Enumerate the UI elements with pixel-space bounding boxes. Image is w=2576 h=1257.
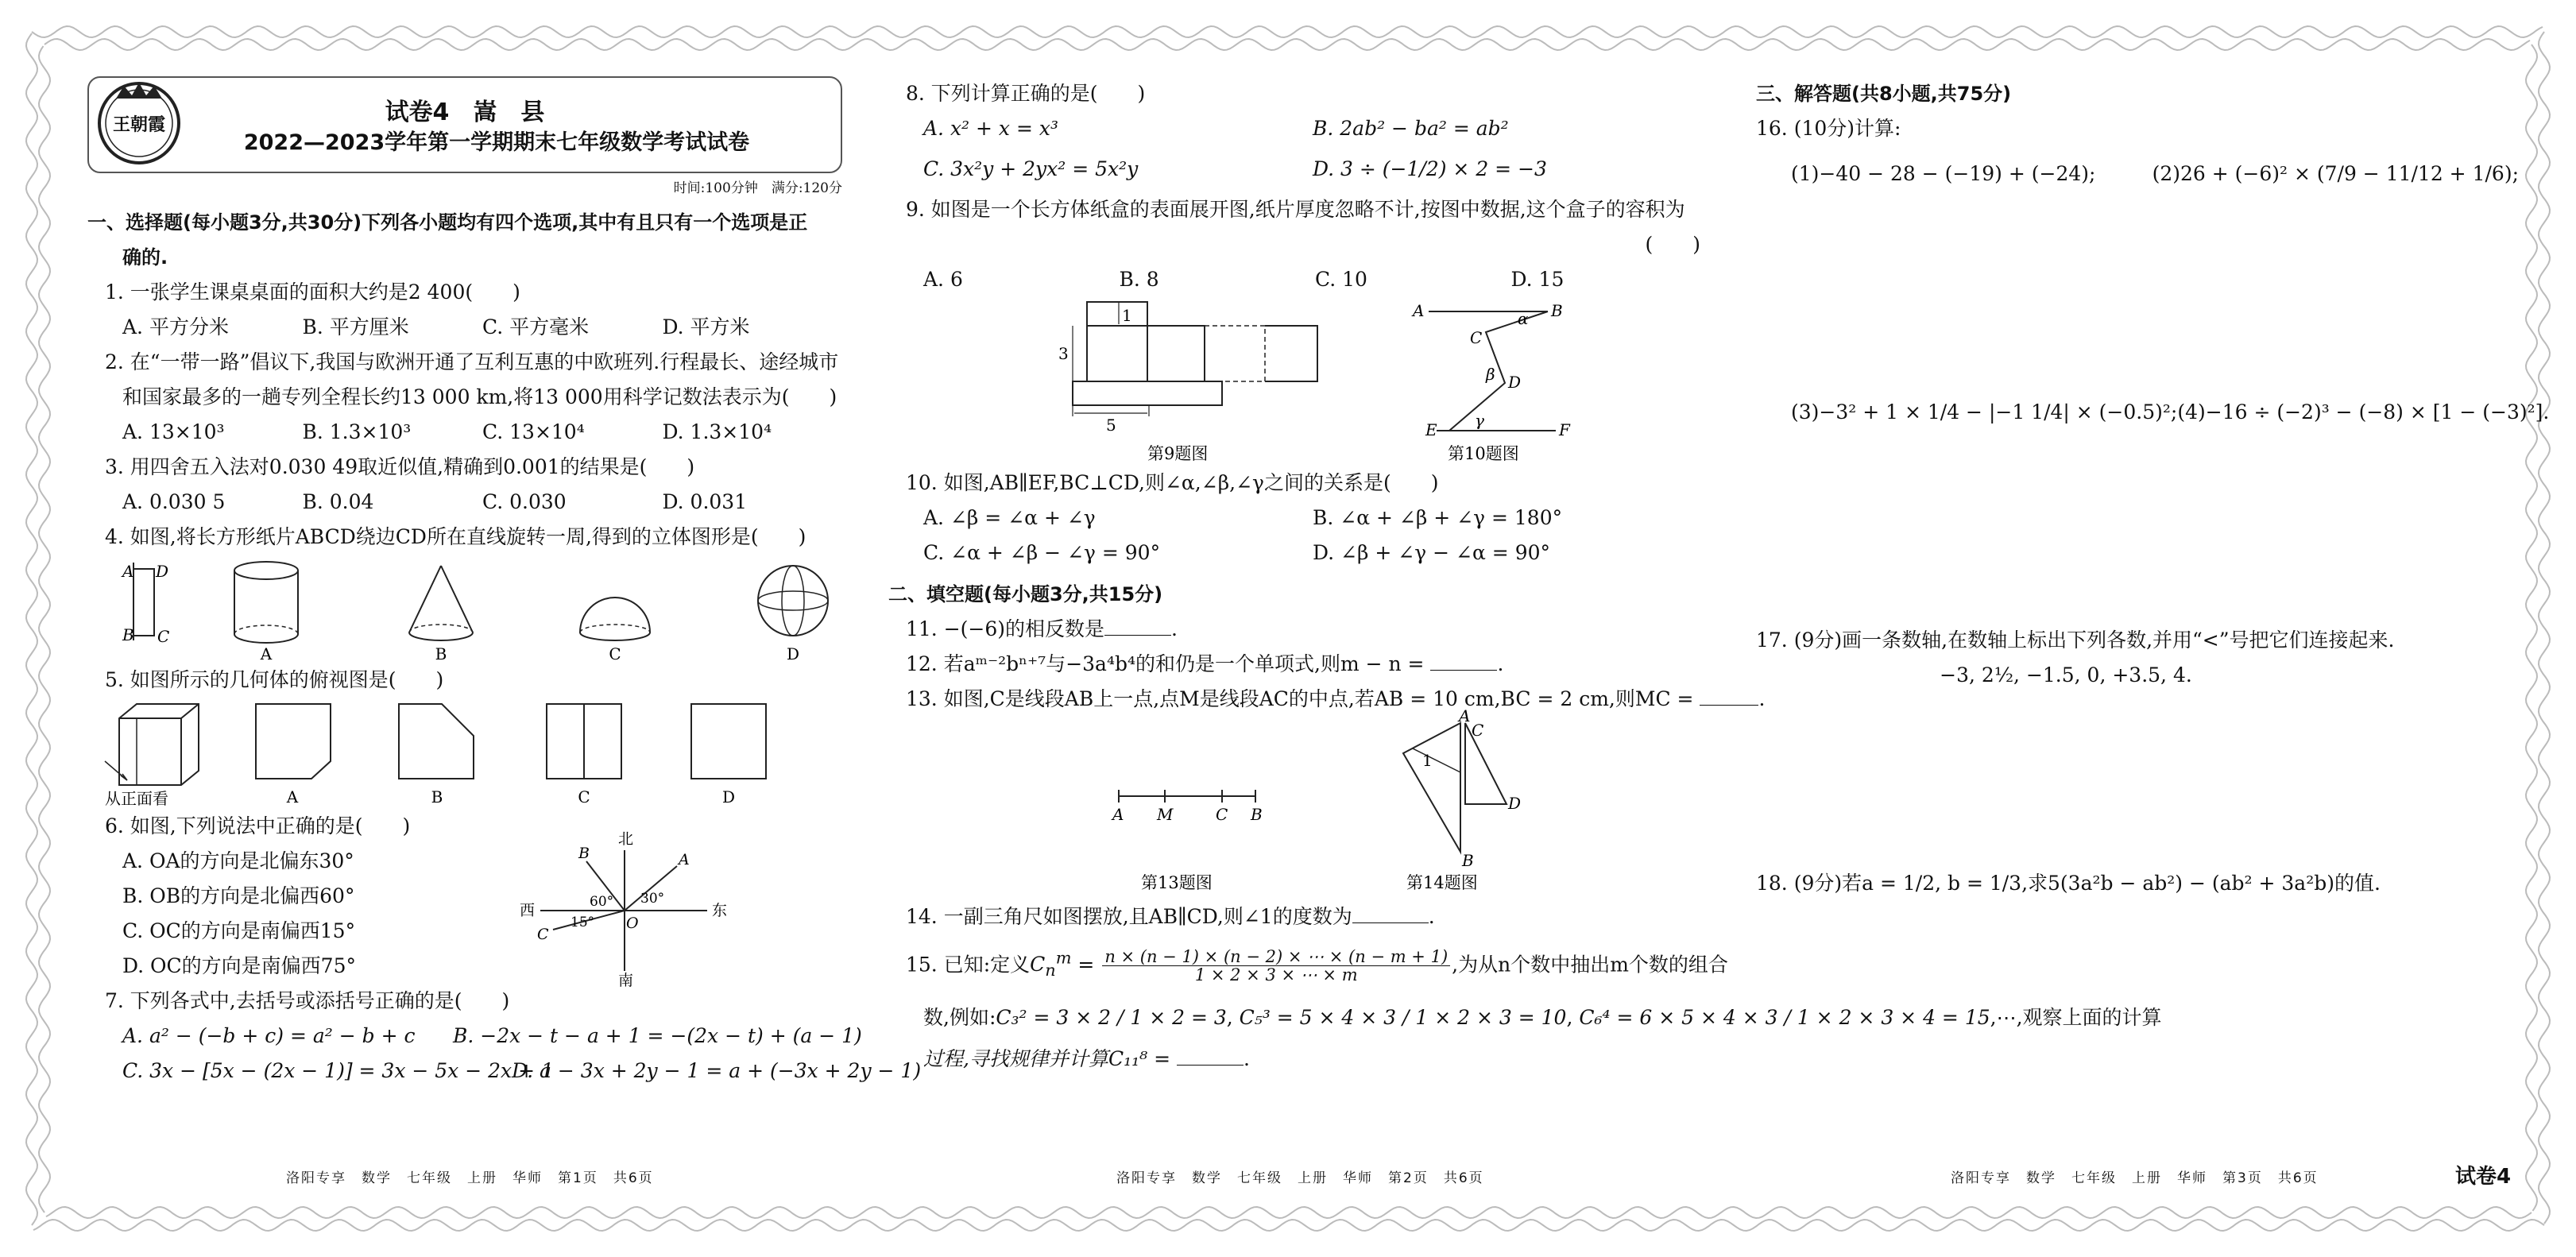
q15-end: 过程,寻找规律并计算C₁₁⁸ = <box>923 1047 1171 1071</box>
q15-def-tail: ,为从n个数中抽出m个数的组合 <box>1452 953 1728 977</box>
q10-option-c[interactable]: C. ∠α + ∠β − ∠γ = 90° <box>923 541 1161 564</box>
q11-line: 11. −(−6)的相反数是 . <box>906 617 1178 640</box>
q10-point-e: E <box>1425 420 1437 439</box>
exam-subtitle: 2022—2023学年第一学期期末七年级数学考试试卷 <box>243 130 750 155</box>
q18-stem: 18. (9分)若a = 1/2, b = 1/3,求5(3a²b − ab²) − (ab² + 3a²b)的值. <box>1756 872 2381 895</box>
q14-stem: 14. 一副三角尺如图摆放,且AB∥CD,则∠1的度数为 <box>906 905 1352 928</box>
q10-stem: 10. 如图,AB∥EF,BC⊥CD,则∠α,∠β,∠γ之间的关系是( ) <box>906 471 1439 494</box>
q14-caption: 第14题图 <box>1406 873 1478 892</box>
q6-east-label: 东 <box>712 902 728 919</box>
q9-option-a[interactable]: A. 6 <box>923 268 963 291</box>
q1-option-b[interactable]: B. 平方厘米 <box>302 315 409 338</box>
q15-def-numerator: n × (n − 1) × (n − 2) × ⋯ × (n − m + 1) <box>1102 948 1450 966</box>
q10-point-a: A <box>1413 301 1425 320</box>
q6-point-b: B <box>578 845 590 862</box>
svg-text:王朝霞: 王朝霞 <box>112 114 166 135</box>
q6-angle-15: 15° <box>571 915 595 930</box>
q16-work-area-1[interactable] <box>1756 202 2519 385</box>
q10-point-b: B <box>1551 301 1563 320</box>
footer-page-2: 洛阳专享 数学 七年级 上册 华师 第2页 共6页 <box>1116 1170 1484 1186</box>
section-1-title: 一、选择题(每小题3分,共30分)下列各小题均有四个选项,其中有且只有一个选项是正 <box>87 211 808 234</box>
q16-stem: 16. (10分)计算: <box>1756 117 1901 140</box>
q14-angle-1: 1 <box>1422 751 1433 770</box>
q13-point-b: B <box>1251 805 1263 824</box>
q4-figure <box>87 555 834 663</box>
q9-dim-3: 3 <box>1058 344 1069 363</box>
q4-label-d: D <box>786 644 800 663</box>
q3-option-c[interactable]: C. 0.030 <box>482 490 567 513</box>
q15-line-3: 过程,寻找规律并计算C₁₁⁸ = . <box>923 1047 1250 1071</box>
q13-stem: 13. 如图,C是线段AB上一点,点M是线段AC的中点,若AB = 10 cm,BC = 2 cm,则MC = <box>906 687 1694 710</box>
q5-label-c: C <box>578 787 590 806</box>
q2-option-a[interactable]: A. 13×10³ <box>122 420 225 443</box>
q1-stem: 1. 一张学生课桌桌面的面积大约是2 400( ) <box>105 280 520 304</box>
q11-stem: 11. −(−6)的相反数是 <box>906 617 1105 640</box>
q4-point-d: D <box>156 562 169 581</box>
q8-option-d[interactable]: D. 3 ÷ (−1/2) × 2 = −3 <box>1313 157 1547 180</box>
q4-label-a: A <box>260 644 273 663</box>
q14-line: 14. 一副三角尺如图摆放,且AB∥CD,则∠1的度数为 . <box>906 905 1435 928</box>
q15-example-2: C₅³ = 5 × 4 × 3 / 1 × 2 × 3 = 10 <box>1239 1006 1567 1030</box>
q15-def-fraction <box>1102 948 1450 984</box>
q9-answer-paren: ( ) <box>1645 233 1700 256</box>
q9-net-figure <box>1058 302 1317 463</box>
q2-stem-cont: 和国家最多的一趟专列全程长约13 000 km,将13 000用科学记数法表示为( ) <box>122 385 837 408</box>
q15-answer-blank[interactable] <box>1177 1047 1244 1066</box>
footer-page-1: 洛阳专享 数学 七年级 上册 华师 第1页 共6页 <box>286 1170 654 1186</box>
q5-option-b[interactable] <box>399 704 474 806</box>
q17-numbers: −3, 2½, −1.5, 0, +3.5, 4. <box>1940 663 2192 687</box>
q1-options <box>122 310 842 345</box>
q13-point-m: M <box>1157 805 1174 824</box>
q2-option-b[interactable]: B. 1.3×10³ <box>302 420 412 443</box>
q16-parts-row-1 <box>1791 146 2519 202</box>
q5-figure <box>87 698 834 809</box>
q9-option-b[interactable]: B. 8 <box>1119 268 1159 291</box>
q7-options-row-2 <box>122 1054 922 1089</box>
q14-point-d: D <box>1508 794 1522 813</box>
q9-option-d[interactable]: D. 15 <box>1510 268 1565 291</box>
q10-point-d: D <box>1508 373 1522 392</box>
q8-options-row-2 <box>923 146 1707 192</box>
q5-solid <box>105 704 199 808</box>
q4-option-b-cone[interactable] <box>409 566 473 663</box>
q16-part-3: (3)−3² + 1 × 1/4 − |−1 1/4| × (−0.5)²; <box>1791 400 2178 424</box>
q13-point-c: C <box>1216 805 1228 824</box>
q15-line-2: 数,例如:C₃² = 3 × 2 / 1 × 2 = 3, C₅³ = 5 × 4 × 3 / 1 × 2 × 3 = 10, C₆⁴ = 6 × 5 × 4 × 3 / 1 × 2 × 3 × 4 = 15,⋯,观察上面的计算 <box>923 1006 2162 1030</box>
q4-stem: 4. 如图,将长方形纸片ABCD绕边CD所在直线旋转一周,得到的立体图形是( ) <box>105 525 806 548</box>
section-2-title: 二、填空题(每小题3分,共15分) <box>888 583 1163 605</box>
q9-q10-figures <box>888 297 1699 466</box>
q10-angle-beta: β <box>1486 365 1495 384</box>
exam-number-tag: 试卷4 <box>2455 1165 2512 1189</box>
q5-option-a[interactable] <box>256 704 331 806</box>
q8-options-row-1 <box>923 111 1707 146</box>
q10-point-f: F <box>1559 420 1570 439</box>
q15-example-1: C₃² = 3 × 2 / 1 × 2 = 3 <box>996 1006 1227 1030</box>
q7-option-c[interactable]: C. 3x − [5x − (2x − 1)] = 3x − 5x − 2x + 1 <box>122 1059 554 1082</box>
q15-def-denominator: 1 × 2 × 3 × ⋯ × m <box>1194 965 1358 985</box>
q9-option-c[interactable]: C. 10 <box>1315 268 1367 291</box>
q10-angle-alpha: α <box>1518 309 1529 328</box>
q15-example-3: C₆⁴ = 6 × 5 × 4 × 3 / 1 × 2 × 3 × 4 = 15 <box>1579 1006 1990 1030</box>
q8-option-b[interactable]: B. 2ab² − ba² = ab² <box>1313 117 1509 140</box>
q12-line: 12. 若aᵐ⁻²bⁿ⁺⁷与−3a⁴b⁴的和仍是一个单项式,则m − n = . <box>906 652 1504 675</box>
q15-stem: 15. 已知:定义 <box>906 953 1031 977</box>
q6-point-o: O <box>626 915 639 932</box>
title-box <box>87 76 842 173</box>
q16-work-area-2[interactable] <box>1756 440 2519 623</box>
q8-option-a[interactable]: A. x² + x = x³ <box>923 117 1058 140</box>
q15-example-tail: ,⋯,观察上面的计算 <box>1990 1006 2162 1030</box>
q17-stem: 17. (9分)画一条数轴,在数轴上标出下列各数,并用“<”号把它们连接起来. <box>1756 628 2395 652</box>
q3-options <box>122 485 842 520</box>
q6-option-a[interactable]: A. OA的方向是北偏东30° <box>122 849 354 872</box>
q10-point-c: C <box>1470 328 1483 347</box>
q5-label-a: A <box>286 787 299 806</box>
q5-option-d[interactable] <box>691 704 766 806</box>
q10-parallel-figure <box>1411 301 1571 463</box>
q10-option-a[interactable]: A. ∠β = ∠α + ∠γ <box>923 506 1096 529</box>
q7-stem: 7. 下列各式中,去括号或添括号正确的是( ) <box>105 989 510 1012</box>
q6-stem: 6. 如图,下列说法中正确的是( ) <box>105 814 411 837</box>
q16-parts-row-2 <box>1791 385 2550 440</box>
q6-compass-figure <box>513 830 752 988</box>
q5-option-c[interactable] <box>547 704 621 806</box>
q13-line: 13. 如图,C是线段AB上一点,点M是线段AC的中点,若AB = 10 cm,BC = 2 cm,则MC = . <box>906 687 1766 710</box>
q16-part-4: (4)−16 ÷ (−2)³ − (−8) × [1 − (−3)²]. <box>2177 400 2550 424</box>
q14-point-b: B <box>1462 851 1474 870</box>
q5-label-d: D <box>721 787 736 806</box>
q4-point-c: C <box>157 627 170 646</box>
q15-example-lead: 数,例如: <box>923 1006 996 1030</box>
q8-option-c[interactable]: C. 3x²y + 2yx² = 5x²y <box>923 157 1139 180</box>
q3-option-a[interactable]: A. 0.030 5 <box>122 490 226 513</box>
q10-options-row-1 <box>923 501 1707 536</box>
q5-stem: 5. 如图所示的几何体的俯视图是( ) <box>105 668 444 691</box>
q11-answer-blank[interactable] <box>1104 617 1171 636</box>
exam-title: 试卷4 嵩 县 <box>385 99 545 126</box>
q6-angle-30: 30° <box>640 891 665 907</box>
q17-work-area[interactable] <box>1756 693 2519 860</box>
q10-caption: 第10题图 <box>1448 444 1519 463</box>
q4-point-b: B <box>122 625 134 644</box>
q10-angle-gamma: γ <box>1475 411 1484 430</box>
q4-rectangle <box>121 562 169 646</box>
q14-answer-blank[interactable] <box>1352 905 1429 923</box>
q6-option-c[interactable]: C. OC的方向是南偏西15° <box>122 919 356 942</box>
q10-option-b[interactable]: B. ∠α + ∠β + ∠γ = 180° <box>1313 506 1563 529</box>
q10-option-d[interactable]: D. ∠β + ∠γ − ∠α = 90° <box>1313 541 1550 564</box>
q7-option-a[interactable]: A. a² − (−b + c) = a² − b + c <box>122 1024 416 1047</box>
q5-front-view-label: 从正面看 <box>105 789 168 808</box>
q9-caption: 第9题图 <box>1147 444 1209 463</box>
q5-label-b: B <box>431 787 443 806</box>
q6-text <box>87 809 410 984</box>
q9-stem: 9. 如图是一个长方体纸盒的表面展开图,纸片厚度忽略不计,按图中数据,这个盒子的容积为 <box>906 198 1685 221</box>
q3-option-d[interactable]: D. 0.031 <box>662 490 748 513</box>
q13-q14-figures <box>888 706 1699 899</box>
q6-west-label: 西 <box>520 902 536 919</box>
q2-options <box>122 415 842 450</box>
q6-option-b[interactable]: B. OB的方向是北偏西60° <box>122 884 355 907</box>
q14-point-a: A <box>1459 706 1471 725</box>
q16-part-2: (2)26 + (−6)² × (7/9 − 11/12 + 1/6); <box>2152 162 2519 185</box>
q13-segment-figure <box>1111 790 1263 892</box>
q18-work-area[interactable] <box>1756 907 2519 1066</box>
q1-option-d[interactable]: D. 平方米 <box>662 315 750 338</box>
q15-line-1: 15. 已知:定义$C_n^m$ = $\frac{n \times (n - 1) \times (n - 2) \times \cdots \times (n - m + 1)}{1 \times 2 \times 3 \times \cdots \times m}$ ,为从n个数中抽出m个数的组合 <box>906 947 1728 985</box>
q6-block <box>87 809 842 989</box>
q6-north-label: 北 <box>618 830 634 848</box>
q6-point-a: A <box>679 851 690 868</box>
q6-angle-60: 60° <box>590 894 614 910</box>
q12-answer-blank[interactable] <box>1430 652 1497 671</box>
q14-triangles-figure <box>1403 706 1521 892</box>
column-page-3 <box>1756 76 2550 1066</box>
q1-option-a[interactable]: A. 平方分米 <box>122 315 229 338</box>
q13-caption: 第13题图 <box>1141 873 1213 892</box>
q9-dim-1: 1 <box>1122 306 1132 325</box>
q3-stem: 3. 用四舍五入法对0.030 49取近似值,精确到0.001的结果是( ) <box>105 455 695 478</box>
q10-options-row-2 <box>923 536 1707 570</box>
q4-option-d-sphere[interactable] <box>758 566 828 663</box>
q2-stem: 2. 在“一带一路”倡议下,我国与欧洲开通了互利互惠的中欧班列.行程最长、途经城市 <box>105 350 839 373</box>
q4-point-a: A <box>122 562 134 581</box>
q2-option-c[interactable]: C. 13×10⁴ <box>482 420 585 443</box>
footer-page-3: 洛阳专享 数学 七年级 上册 华师 第3页 共6页 <box>1951 1170 2319 1186</box>
q4-label-c: C <box>609 644 621 663</box>
column-page-1 <box>87 76 922 1089</box>
section-3-title: 三、解答题(共8小题,共75分) <box>1756 83 2012 105</box>
q14-point-c: C <box>1472 721 1484 740</box>
q7-options-row-1 <box>122 1019 862 1054</box>
q13-answer-blank[interactable] <box>1700 687 1758 706</box>
q3-option-b[interactable]: B. 0.04 <box>302 490 374 513</box>
q13-point-a: A <box>1112 805 1124 824</box>
q9-options <box>923 262 1707 297</box>
q7-option-b[interactable]: B. −2x − t − a + 1 = −(2x − t) + (a − 1) <box>453 1024 862 1047</box>
q8-stem: 8. 下列计算正确的是( ) <box>906 82 1146 105</box>
q4-option-c-hemisphere[interactable] <box>580 598 650 663</box>
q9-dim-5: 5 <box>1106 416 1116 435</box>
q4-option-a-cylinder[interactable] <box>234 562 298 663</box>
q6-south-label: 南 <box>618 972 634 989</box>
q16-part-1: (1)−40 − 28 − (−19) + (−24); <box>1791 162 2096 185</box>
q1-option-c[interactable]: C. 平方毫米 <box>482 315 590 338</box>
q2-option-d[interactable]: D. 1.3×10⁴ <box>662 420 772 443</box>
q7-option-d[interactable]: D. a − 3x + 2y − 1 = a + (−3x + 2y − 1) <box>512 1059 922 1082</box>
section-1-title-cont: 确的. <box>122 246 168 269</box>
q12-stem: 12. 若aᵐ⁻²bⁿ⁺⁷与−3a⁴b⁴的和仍是一个单项式,则m − n = <box>906 652 1425 675</box>
q4-label-b: B <box>435 644 447 663</box>
q6-option-d[interactable]: D. OC的方向是南偏西75° <box>122 954 356 977</box>
q6-point-c: C <box>537 926 549 943</box>
exam-meta: 时间:100分钟 满分:120分 <box>673 180 842 196</box>
